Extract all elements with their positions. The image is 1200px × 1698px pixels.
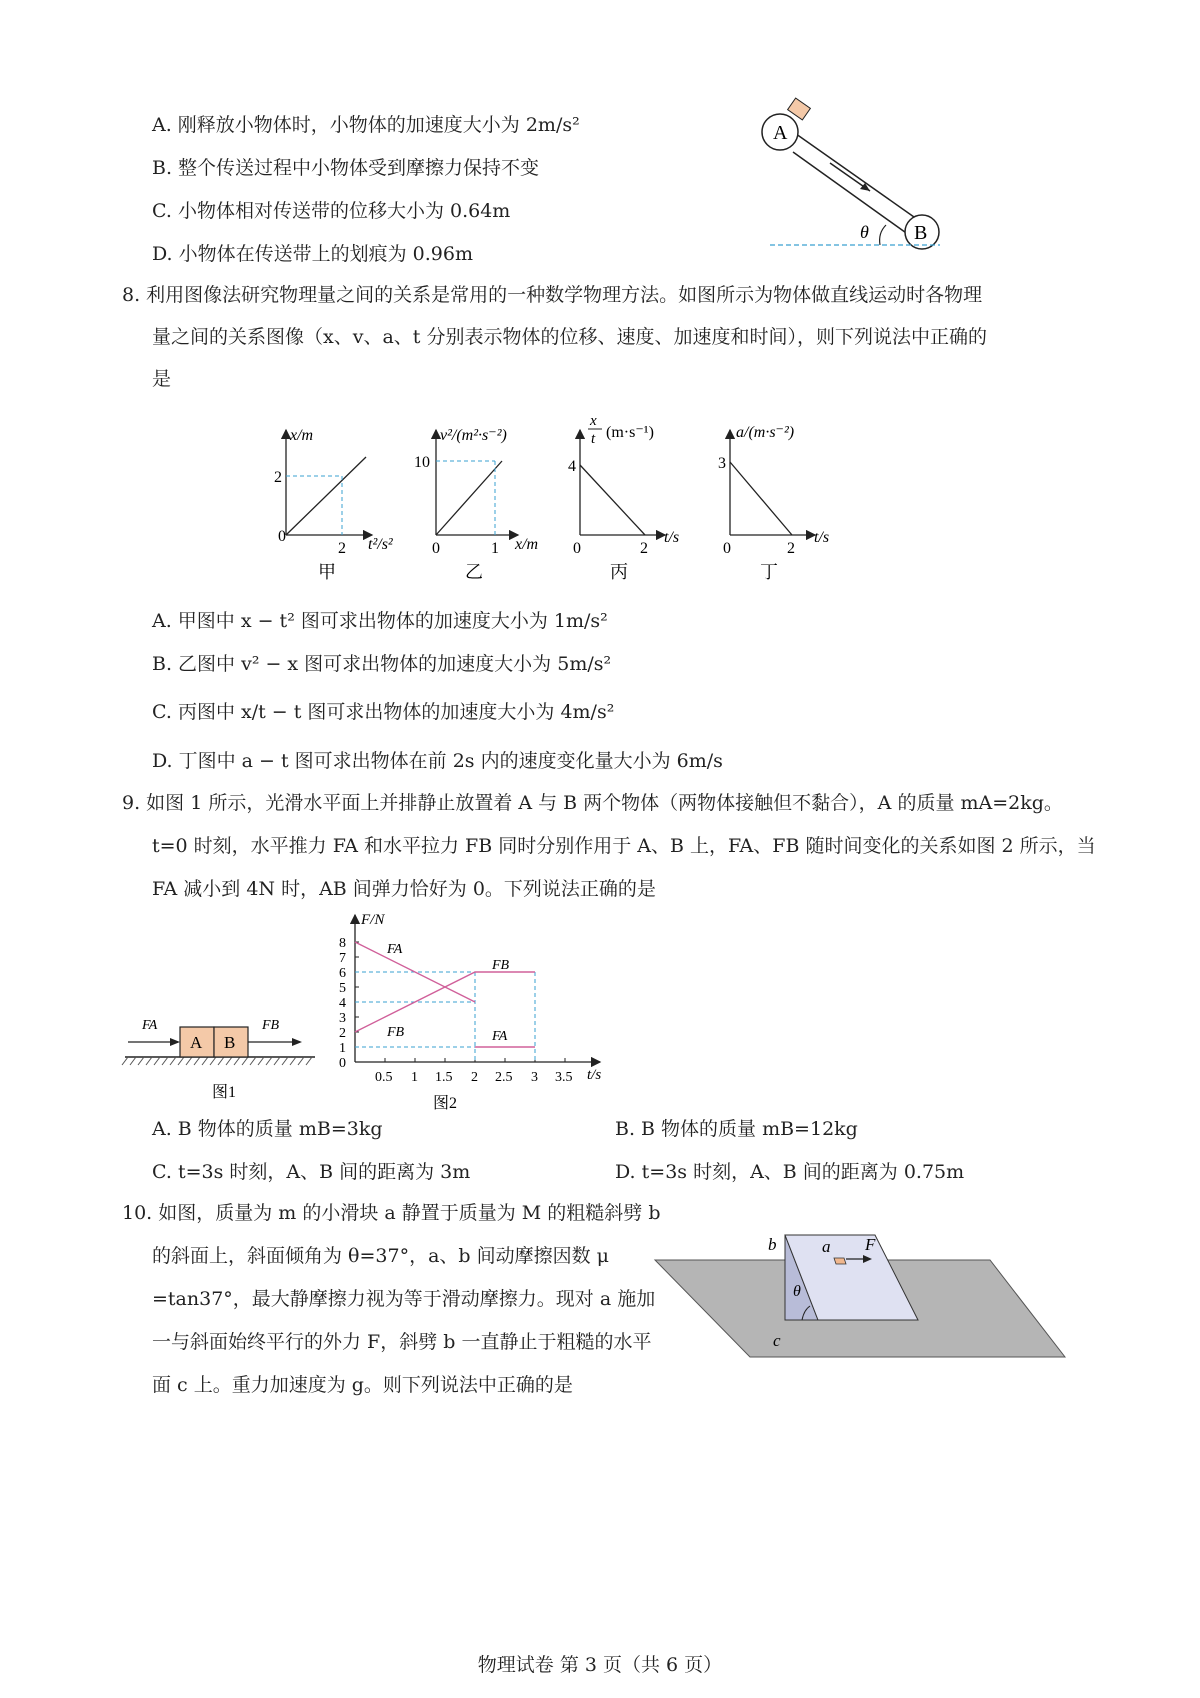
force-a-label: FA [142,1018,158,1033]
q9-stem-line-3: FA 减小到 4N 时，AB 间弹力恰好为 0。下列说法正确的是 [152,878,656,900]
fig1-caption: 图1 [212,1084,237,1101]
q8-option-c: C. 丙图中 x/t − t 图可求出物体的加速度大小为 4m/s² [152,701,615,723]
x-tick-label: 2 [471,1070,478,1085]
y-tick-label: 5 [339,981,346,996]
q9-force-time-chart [325,910,615,1115]
graph-ding-caption: 丁 [760,562,778,582]
angle-theta-label: θ [793,1283,801,1300]
x-tick-label: 3 [531,1070,538,1085]
q10-stem-line-3: =tan37°，最大静摩擦力视为等于滑动摩擦力。现对 a 施加 [152,1288,656,1310]
series-label-fb-bottom: FB [387,1025,405,1040]
graph-ding-origin: 0 [723,540,731,557]
q7-option-d: D. 小物体在传送带上的划痕为 0.96m [152,243,473,265]
y-tick-label: 2 [339,1026,346,1041]
graph-jia-origin: 0 [278,528,286,545]
surface-c-label: c [773,1331,781,1350]
q8-option-a: A. 甲图中 x − t² 图可求出物体的加速度大小为 1m/s² [152,610,608,632]
x-tick-label: 0.5 [375,1070,393,1085]
graph-yi-xlabel: x/m [515,536,539,553]
y-tick-label: 6 [339,966,346,981]
page-footer: 物理试卷 第 3 页（共 6 页） [477,1654,723,1676]
series-label-fb-top: FB [492,958,510,973]
block-a-label: A [190,1033,203,1052]
q10-stem-line-5: 面 c 上。重力加速度为 g。则下列说法中正确的是 [152,1374,573,1396]
conveyor-belt [762,114,939,249]
graph-jia-ytick: 2 [274,469,282,486]
graph-yi [414,427,538,582]
force-b-label: FB [262,1018,280,1033]
pulley-a-label: A [773,122,788,144]
graph-yi-origin: 0 [432,540,440,557]
graph-jia-caption: 甲 [318,562,336,582]
block-a-icon [834,1258,846,1264]
graph-jia-xtick: 2 [338,540,346,557]
x-tick-label: 3.5 [555,1070,573,1085]
y-tick-label: 8 [339,936,346,951]
graph-bing-ylabel-unit: (m·s⁻¹) [606,424,654,441]
angle-theta-label: θ [860,222,869,242]
chart-ylabel: F/N [361,912,385,928]
q8-stem-line-1: 8. 利用图像法研究物理量之间的关系是常用的一种数学物理方法。如图所示为物体做直线运动时各物理 [122,284,983,306]
angle-arc [880,225,886,245]
fig2-caption: 图2 [433,1095,458,1112]
q9-option-c: C. t=3s 时刻，A、B 间的距离为 3m [152,1161,471,1183]
q10-wedge-figure [650,1230,1070,1365]
graph-ding [718,424,829,582]
q9-stem-line-2: t=0 时刻，水平推力 FA 和水平拉力 FB 同时分别作用于 A、B 上，FA、FB 随时间变化的关系如图 2 所示，当 [152,835,1096,857]
x-tick-label: 1.5 [435,1070,453,1085]
graph-bing-origin: 0 [573,540,581,557]
graph-jia-ylabel: x/m [290,427,314,444]
x-tick-label: 1 [411,1070,418,1085]
series-label-fa-top: FA [387,942,403,957]
force-f-label: F [865,1235,876,1254]
q9-option-d: D. t=3s 时刻，A、B 间的距离为 0.75m [615,1161,965,1183]
q9-figure-1 [120,1005,320,1110]
y-tick-label: 7 [339,951,346,966]
x-tick-label: 2.5 [495,1070,513,1085]
series-label-fa-bottom: FA [492,1029,508,1044]
graph-ding-ylabel: a/(m·s⁻²) [736,424,795,441]
q10-stem-line-2: 的斜面上，斜面倾角为 θ=37°，a、b 间动摩擦因数 μ [152,1245,609,1267]
q8-option-d: D. 丁图中 a − t 图可求出物体在前 2s 内的速度变化量大小为 6m/s [152,750,723,772]
graph-yi-ylabel: v²/(m²·s⁻²) [440,427,507,444]
graph-yi-ytick: 10 [414,454,430,471]
graph-jia-xlabel: t²/s² [368,536,393,553]
graph-ding-xlabel: t/s [814,529,830,546]
y-tick-label: 3 [339,1011,346,1026]
graph-ding-ytick: 3 [718,455,726,472]
chart-xlabel: t/s [587,1067,602,1083]
q10-stem-line-1: 10. 如图，质量为 m 的小滑块 a 静置于质量为 M 的粗糙斜劈 b [122,1202,661,1224]
block-b-label: B [224,1033,236,1052]
q8-option-b: B. 乙图中 v² − x 图可求出物体的加速度大小为 5m/s² [152,653,612,675]
graph-yi-xtick: 1 [491,540,499,557]
q8-stem-line-3: 是 [152,368,172,390]
graph-bing-xtick: 2 [640,540,648,557]
q7-option-a: A. 刚释放小物体时，小物体的加速度大小为 2m/s² [152,114,580,136]
arrow-head-icon [170,1038,180,1046]
q9-option-a: A. B 物体的质量 mB=3kg [152,1118,383,1140]
series-line-fb [355,972,535,1032]
q9-option-b: B. B 物体的质量 mB=12kg [615,1118,858,1140]
graph-bing-caption: 丙 [610,562,628,582]
graph-bing-ylabel-den: t [591,431,596,447]
y-tick-label: 1 [339,1041,346,1056]
graph-yi-caption: 乙 [465,562,483,582]
q8-graphs [260,415,860,590]
pulley-b-label: B [914,222,928,244]
graph-bing-ylabel-num: x [590,415,597,429]
graph-bing [568,415,679,582]
q9-stem-line-1: 9. 如图 1 所示，光滑水平面上并排静止放置着 A 与 B 两个物体（两物体接触但不黏合），A 的质量 mA=2kg。 [122,792,1063,814]
graph-bing-xlabel: t/s [664,529,680,546]
graph-bing-ytick: 4 [568,458,576,475]
wedge-b-label: b [768,1235,777,1254]
graph-jia [274,427,394,582]
graph-ding-xtick: 2 [787,540,795,557]
conveyor-belt-figure [760,95,950,255]
arrow-head-icon [292,1038,302,1046]
y-tick-label: 0 [339,1056,346,1071]
q7-option-c: C. 小物体相对传送带的位移大小为 0.64m [152,200,511,222]
small-object [788,98,811,120]
q10-stem-line-4: 一与斜面始终平行的外力 F，斜劈 b 一直静止于粗糙的水平 [152,1331,652,1353]
y-tick-label: 4 [339,996,346,1011]
q7-option-b: B. 整个传送过程中小物体受到摩擦力保持不变 [152,157,540,179]
block-a-label: a [822,1237,831,1256]
q8-stem-line-2: 量之间的关系图像（x、v、a、t 分别表示物体的位移、速度、加速度和时间），则下列说法中正确的 [152,326,987,348]
